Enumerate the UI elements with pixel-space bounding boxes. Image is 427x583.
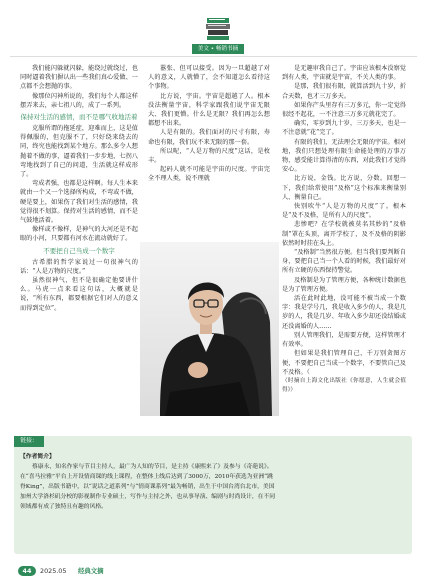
column-2 bbox=[148, 64, 270, 184]
paragraph: 人是有限的。我们面对的尺寸有限，寿命也有限，我们玩不来无限的那一套。 bbox=[148, 129, 270, 146]
paragraph: 别人管理我们，是需要方便，这样管理才有效率。 bbox=[282, 331, 406, 349]
link-tag: 链接： bbox=[14, 436, 44, 447]
books-icon bbox=[204, 14, 232, 42]
subheading: 保持对生活的感情，而不是哪气收地活着 bbox=[20, 113, 138, 122]
paragraph: 所以呢，“人是万物的尺度”这话，是枚丰。 bbox=[148, 147, 270, 165]
magazine-name: 经典文摘 bbox=[78, 567, 104, 575]
paragraph: 古希腊的哲学家说过一句很神气的话：“人是万物的尺度。” bbox=[20, 258, 138, 275]
author-bio-title: 【作者简介】 bbox=[20, 454, 55, 460]
subheading: 不要把自己当成一个数字 bbox=[43, 246, 115, 255]
paragraph: 确实，零岁到九十岁，三万多天，也是一不注意就“花”完了。 bbox=[282, 120, 406, 137]
portrait-image bbox=[140, 242, 279, 416]
author-bio-text: 蔡康永，知名作家与节目主持人，最广为人知的节目，是主持《康熙来了》及参与《奇葩说》。在“喜马拉雅”平台上开设情商课的线上课程，在整体上线后达到了3000万，2010年获选为亚洲“跳脊King”，出版书籍中，以“说话之道系列”与“情商课系列”最为畅销，出生于中国台湾台北市，美国加州大学洛杉矶分校的影视制作专业硕士，写作与主持之外，也从事导演、编剧与时尚设计，在不同领域都有成了独特且有趣的风格。 bbox=[20, 464, 276, 510]
paragraph: 弯成者强，也都是这样啊。每人生本来就由一个又一个选择所构成，不弯或不做，硬是要上，如果伤了我们对生活的感情，我觉得很不划算。保持对生活的感情，而不是气鼓地活着。 bbox=[20, 180, 138, 225]
paragraph: 活在此时此地，没可能不被当成一个数字：我是学号几，我是收入多少的人，我是几岁的人，我是几岁、年收入多少却还没结婚或还没离婚的人…… bbox=[282, 295, 406, 330]
issue-date: 2025.05 bbox=[40, 567, 67, 575]
page-footer bbox=[0, 564, 427, 578]
header-divider bbox=[10, 56, 417, 57]
paragraph: 起码人就不可能是宇宙的尺度。宇宙完全不理人类，说不理就 bbox=[148, 166, 270, 183]
paragraph: 我们能闪躲就闪躲，能绕过就绕过，也同时逼着我们摒认出一些我们真心爱做、一点都不会想抛的事。 bbox=[20, 65, 138, 91]
paragraph: 及格制是为了管理方便，各种统计数据也是为了管理方便。 bbox=[282, 276, 406, 293]
paragraph: “及格制”当然很方便。但当我们要判断自身，要把自己当一个人看的时候，我们最好对所有立硬的东西保持警觉。 bbox=[282, 249, 406, 275]
paragraph: 有限的我们，无法理会无限的宇宙。相对地，我们只想处理有限生命能处理的万事万物，感受能计算得清的东西，对此我们才觉得安心。 bbox=[282, 138, 406, 174]
paragraph: 快别吹牛“人是万物的尺度”了。根本是“及不及格，是所有人的尺度”。 bbox=[282, 203, 406, 220]
column-3 bbox=[282, 64, 406, 395]
paragraph: 是那，我们很有限，就算活到九十岁，折合天数，也才三万多天。 bbox=[282, 83, 406, 100]
paragraph: 比方说，宇宙。宇宙是超越了人。根本没法衡量宇宙，科学家跟我们说宇宙无限大、我们更懵。什么是无限？我们再怎么想都想不出来。 bbox=[148, 92, 270, 128]
column-1 bbox=[20, 64, 138, 313]
paragraph: 悲惨吧？在学校就被莫名其妙的“及格制”罩在头顶，离开学校了，及不及格的阴影依然时时挂在头上。 bbox=[282, 221, 406, 247]
paragraph: 是无趣审我自己了。宇宙应该根本没察觉到有人类，宇宙就是宇宙，不关人类的事。 bbox=[282, 65, 406, 82]
paragraph: 如果你产头里存有三万多元，你一定觉得很经不起花，一不注意三万多元就花完了。 bbox=[282, 101, 406, 119]
section-tag: 美文 • 畅销书摘 bbox=[192, 44, 244, 54]
page-number: 44 bbox=[18, 566, 36, 576]
paragraph: 像样或不像样，是神气的大河还是不起眼的小河，只要都有河水在流动就好了。 bbox=[20, 226, 138, 243]
author-bio bbox=[20, 452, 276, 512]
paragraph: 虽然很神气，但不是很确定他要讲什么。马虎一点来看这句话，大概就是说，“所有东西，都要根据它们对人的意义而得到定位”。 bbox=[20, 277, 138, 312]
books-stack-logo bbox=[204, 14, 232, 42]
source-citation: （时摘自上海文化出版社《你愿意，人生就会值得》） bbox=[282, 377, 406, 394]
paragraph: 但如果是我们管理自己，千万别贪图方便，不要把自己当成一个数字，不要管自己及不及格。（ bbox=[282, 350, 406, 376]
paragraph: 克服所谓的拖延症，迎难而上，这是值得佩服的，但克服不了，只好绕来绕去的同，终究也能找到某个地方。那么多令人想抛着不做的事，逼着我们一步步地，七拐八弯地找到了自己的问道，生活就这样成形了。 bbox=[20, 125, 138, 179]
paragraph: 比方说，金钱。比方说，分数。回想一下，我们给常使用“及格”这个标准来衡量别人、衡量自己。 bbox=[282, 175, 406, 201]
paragraph: 像那位闪神所说的，我们每个人都这样摆弄来去，亲七祖八的，成了一系列。 bbox=[20, 92, 138, 109]
author-photo bbox=[140, 242, 279, 416]
paragraph: 嚣张、但可以接受。因为一旦超越了对人的意义，人就懵了，会不知道怎么看待这个事物。 bbox=[148, 65, 270, 91]
